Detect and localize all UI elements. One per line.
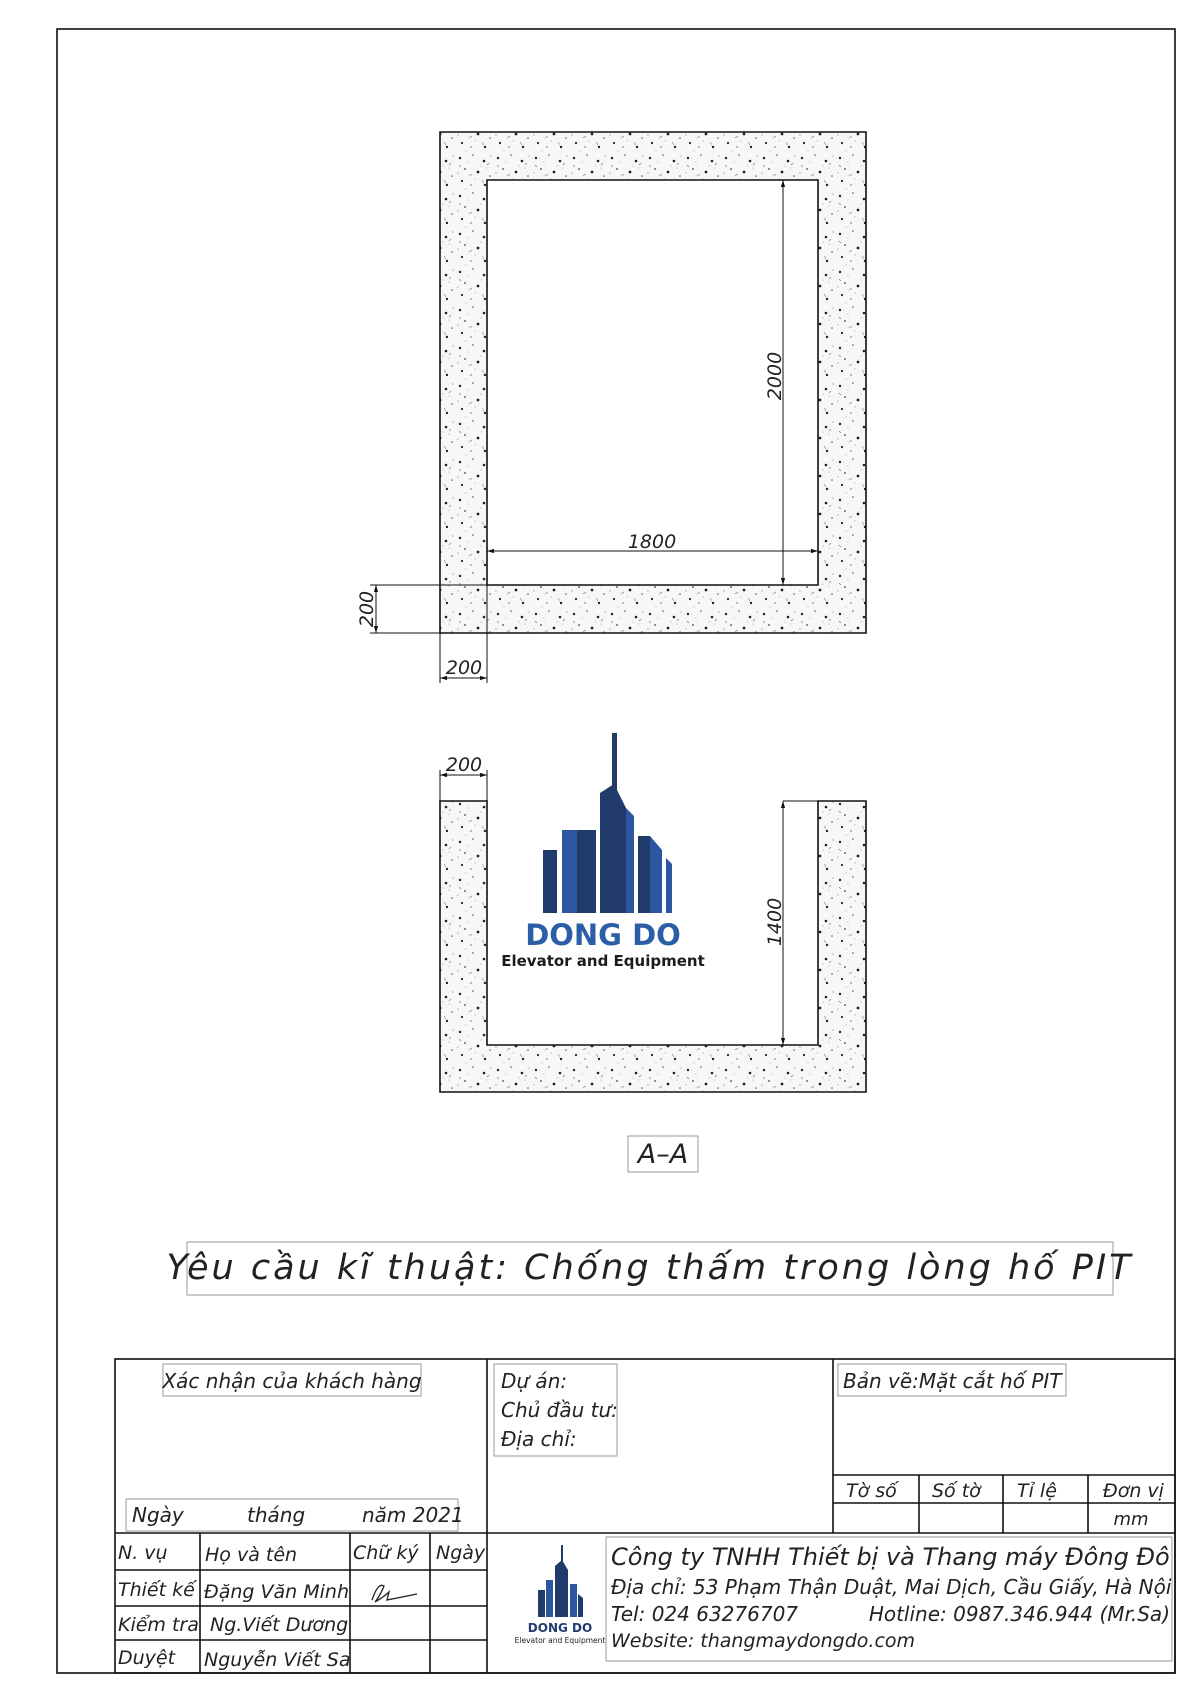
logo-tower-far-left-icon xyxy=(543,850,557,913)
plan-wall-horizontal-label: 200 xyxy=(445,657,483,679)
logo-tower-center-side-icon xyxy=(626,808,634,913)
requirement-text: Yêu cầu kĩ thuật: Chống thấm trong lòng hố PIT xyxy=(166,1248,1134,1288)
plan-wall-vertical-label: 200 xyxy=(356,590,378,628)
small-logo-far-left-icon xyxy=(538,1590,545,1617)
logo-tower-far-right-icon xyxy=(666,858,672,913)
plan-width-label: 1800 xyxy=(627,531,677,553)
section-label: A–A xyxy=(637,1139,689,1170)
company-name: Công ty TNHH Thiết bị và Thang máy Đông Đô xyxy=(611,1543,1170,1571)
project-label: Dự án: xyxy=(501,1369,568,1393)
sheet-count: Số tờ xyxy=(932,1480,981,1502)
logo-tagline: Elevator and Equipment xyxy=(501,952,705,970)
plan-wall-hatch xyxy=(440,132,866,633)
row-name: Ng.Viết Dương xyxy=(210,1614,349,1636)
signature-mark-icon xyxy=(372,1585,417,1602)
customer-confirm: Xác nhận của khách hàng xyxy=(162,1369,422,1393)
section-wall-label: 200 xyxy=(445,754,483,776)
row-role: Kiểm tra xyxy=(118,1614,199,1636)
small-logo-name: DONG DO xyxy=(527,1621,593,1635)
plan-view xyxy=(356,132,866,683)
header-signature: Chữ ký xyxy=(353,1542,419,1564)
row-role: Duyệt xyxy=(118,1647,176,1669)
logo-tower-right-icon xyxy=(638,836,650,913)
row-role: Thiết kế xyxy=(118,1579,195,1601)
small-logo-left-icon xyxy=(546,1580,553,1617)
drawing-title: Bản vẽ:Mặt cắt hố PIT xyxy=(843,1369,1062,1393)
row-name: Nguyễn Viết Sa xyxy=(204,1649,351,1671)
header-name: Họ và tên xyxy=(205,1544,298,1566)
small-logo xyxy=(515,1545,606,1645)
header-date: Ngày xyxy=(436,1542,486,1564)
small-logo-tower-icon xyxy=(555,1560,568,1617)
scale: Tỉ lệ xyxy=(1017,1480,1057,1502)
small-logo-right-icon xyxy=(570,1584,577,1617)
address-label: Địa chỉ: xyxy=(501,1427,577,1451)
row-name: Đặng Văn Minh xyxy=(204,1581,349,1603)
company-address: Địa chỉ: 53 Phạm Thận Duật, Mai Dịch, Cầu Giấy, Hà Nội xyxy=(611,1575,1172,1599)
company-website: Website: thangmaydongdo.com xyxy=(611,1630,916,1652)
unit-label: Đơn vị xyxy=(1103,1480,1164,1502)
header-role: N. vụ xyxy=(118,1542,168,1564)
logo-tower-center-icon xyxy=(600,784,626,913)
plan-depth-label: 2000 xyxy=(764,351,786,401)
logo-name: DONG DO xyxy=(525,918,681,952)
unit-value: mm xyxy=(1113,1509,1149,1530)
title-block xyxy=(115,1359,1175,1673)
sheet-no: Tờ số xyxy=(846,1480,897,1502)
date-month: tháng xyxy=(247,1503,306,1527)
dong-do-logo xyxy=(501,733,705,970)
date-day: Ngày xyxy=(132,1503,184,1527)
investor-label: Chủ đầu tư: xyxy=(501,1398,618,1422)
logo-tower-right-side-icon xyxy=(650,836,662,913)
company-tel: Tel: 024 63276707 xyxy=(611,1602,799,1626)
logo-tower-left-icon xyxy=(577,830,596,913)
section-depth-label: 1400 xyxy=(764,897,786,947)
date-year: năm 2021 xyxy=(362,1503,464,1527)
company-hotline: Hotline: 0987.346.944 (Mr.Sa) xyxy=(868,1602,1170,1626)
small-logo-far-right-icon xyxy=(578,1594,583,1617)
logo-tower-left-side-icon xyxy=(562,830,577,913)
small-logo-tagline: Elevator and Equipment xyxy=(514,1636,606,1645)
